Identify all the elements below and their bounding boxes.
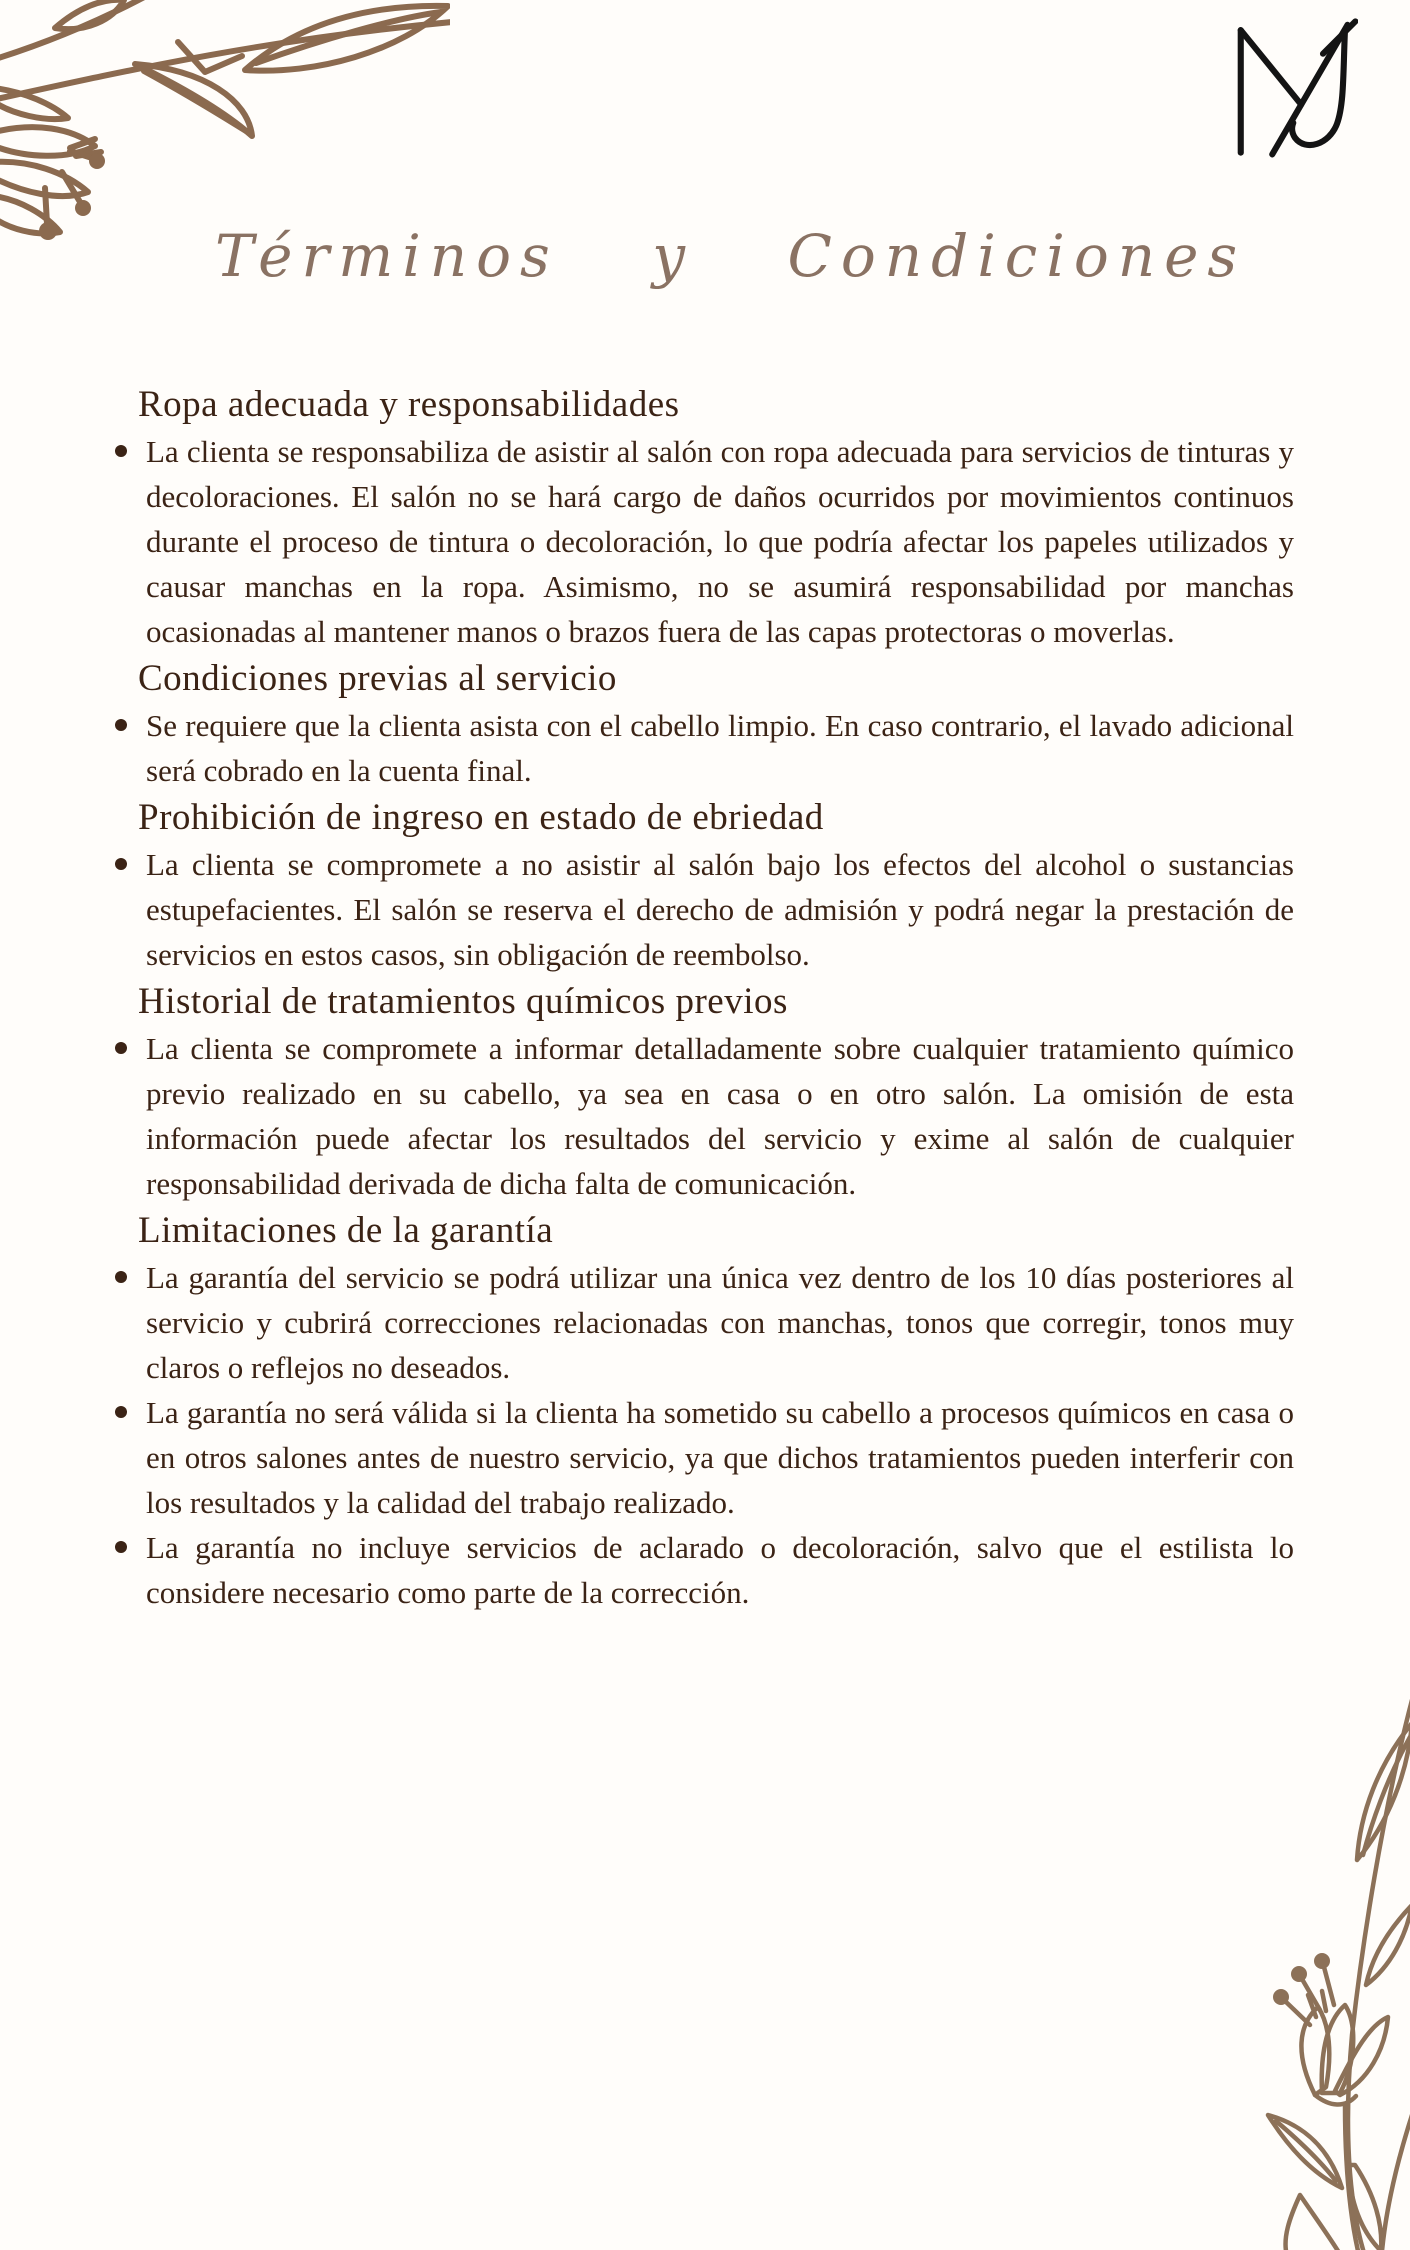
brand-monogram xyxy=(1218,12,1358,162)
bullet-list xyxy=(110,842,1294,977)
floral-flower-bottom-right-icon xyxy=(1260,1695,1410,2250)
terms-section xyxy=(110,654,1294,793)
bullet-item: La garantía no será válida si la clienta ha sometido su cabello a procesos químicos en casa o en otros salones antes de nuestro servicio, ya que dichos tratamientos pueden interferir con los resultados y la calidad del trabajo realizado. xyxy=(110,1390,1294,1525)
bullet-item: La clienta se responsabiliza de asistir al salón con ropa adecuada para servicios de tinturas y decoloraciones. El salón no se hará cargo de daños ocurridos por movimientos continuos durante el proceso de tintura o decoloración, lo que podría afectar los papeles utilizados y causar manchas en la ropa. Asimismo, no se asumirá responsabilidad por manchas ocasionadas al mantener manos o brazos fuera de las capas protectoras o moverlas. xyxy=(110,429,1294,654)
bullet-list xyxy=(110,429,1294,654)
bullet-item: La clienta se compromete a no asistir al salón bajo los efectos del alcohol o sustancias estupefacientes. El salón se reserva el derecho de admisión y podrá negar la prestación de servicios en estos casos, sin obligación de reembolso. xyxy=(110,842,1294,977)
terms-section xyxy=(110,380,1294,654)
bullet-item: Se requiere que la clienta asista con el cabello limpio. En caso contrario, el lavado adicional será cobrado en la cuenta final. xyxy=(110,703,1294,793)
bullet-item: La clienta se compromete a informar detalladamente sobre cualquier tratamiento químico previo realizado en su cabello, ya sea en casa o en otro salón. La omisión de esta información puede afectar los resultados del servicio y exime al salón de cualquier responsabilidad derivada de dicha falta de comunicación. xyxy=(110,1026,1294,1206)
terms-section xyxy=(110,1206,1294,1615)
bullet-list xyxy=(110,703,1294,793)
terms-content xyxy=(110,380,1294,1615)
section-heading: Limitaciones de la garantía xyxy=(138,1210,554,1251)
section-heading: Condiciones previas al servicio xyxy=(138,658,617,699)
bullet-list xyxy=(110,1026,1294,1206)
bullet-item: La garantía no incluye servicios de aclarado o decoloración, salvo que el estilista lo considere necesario como parte de la corrección. xyxy=(110,1525,1294,1615)
section-heading: Ropa adecuada y responsabilidades xyxy=(138,384,680,425)
section-heading: Prohibición de ingreso en estado de ebriedad xyxy=(138,797,824,838)
page-title: Términos y Condiciones xyxy=(215,222,1247,290)
mj-monogram-icon xyxy=(1218,12,1358,162)
terms-section xyxy=(110,977,1294,1206)
section-heading: Historial de tratamientos químicos previos xyxy=(138,981,788,1022)
bullet-list xyxy=(110,1255,1294,1615)
terms-section xyxy=(110,793,1294,977)
bullet-item: La garantía del servicio se podrá utilizar una única vez dentro de los 10 días posteriores al servicio y cubrirá correcciones relacionadas con manchas, tonos que corregir, tonos muy claros o reflejos no deseados. xyxy=(110,1255,1294,1390)
